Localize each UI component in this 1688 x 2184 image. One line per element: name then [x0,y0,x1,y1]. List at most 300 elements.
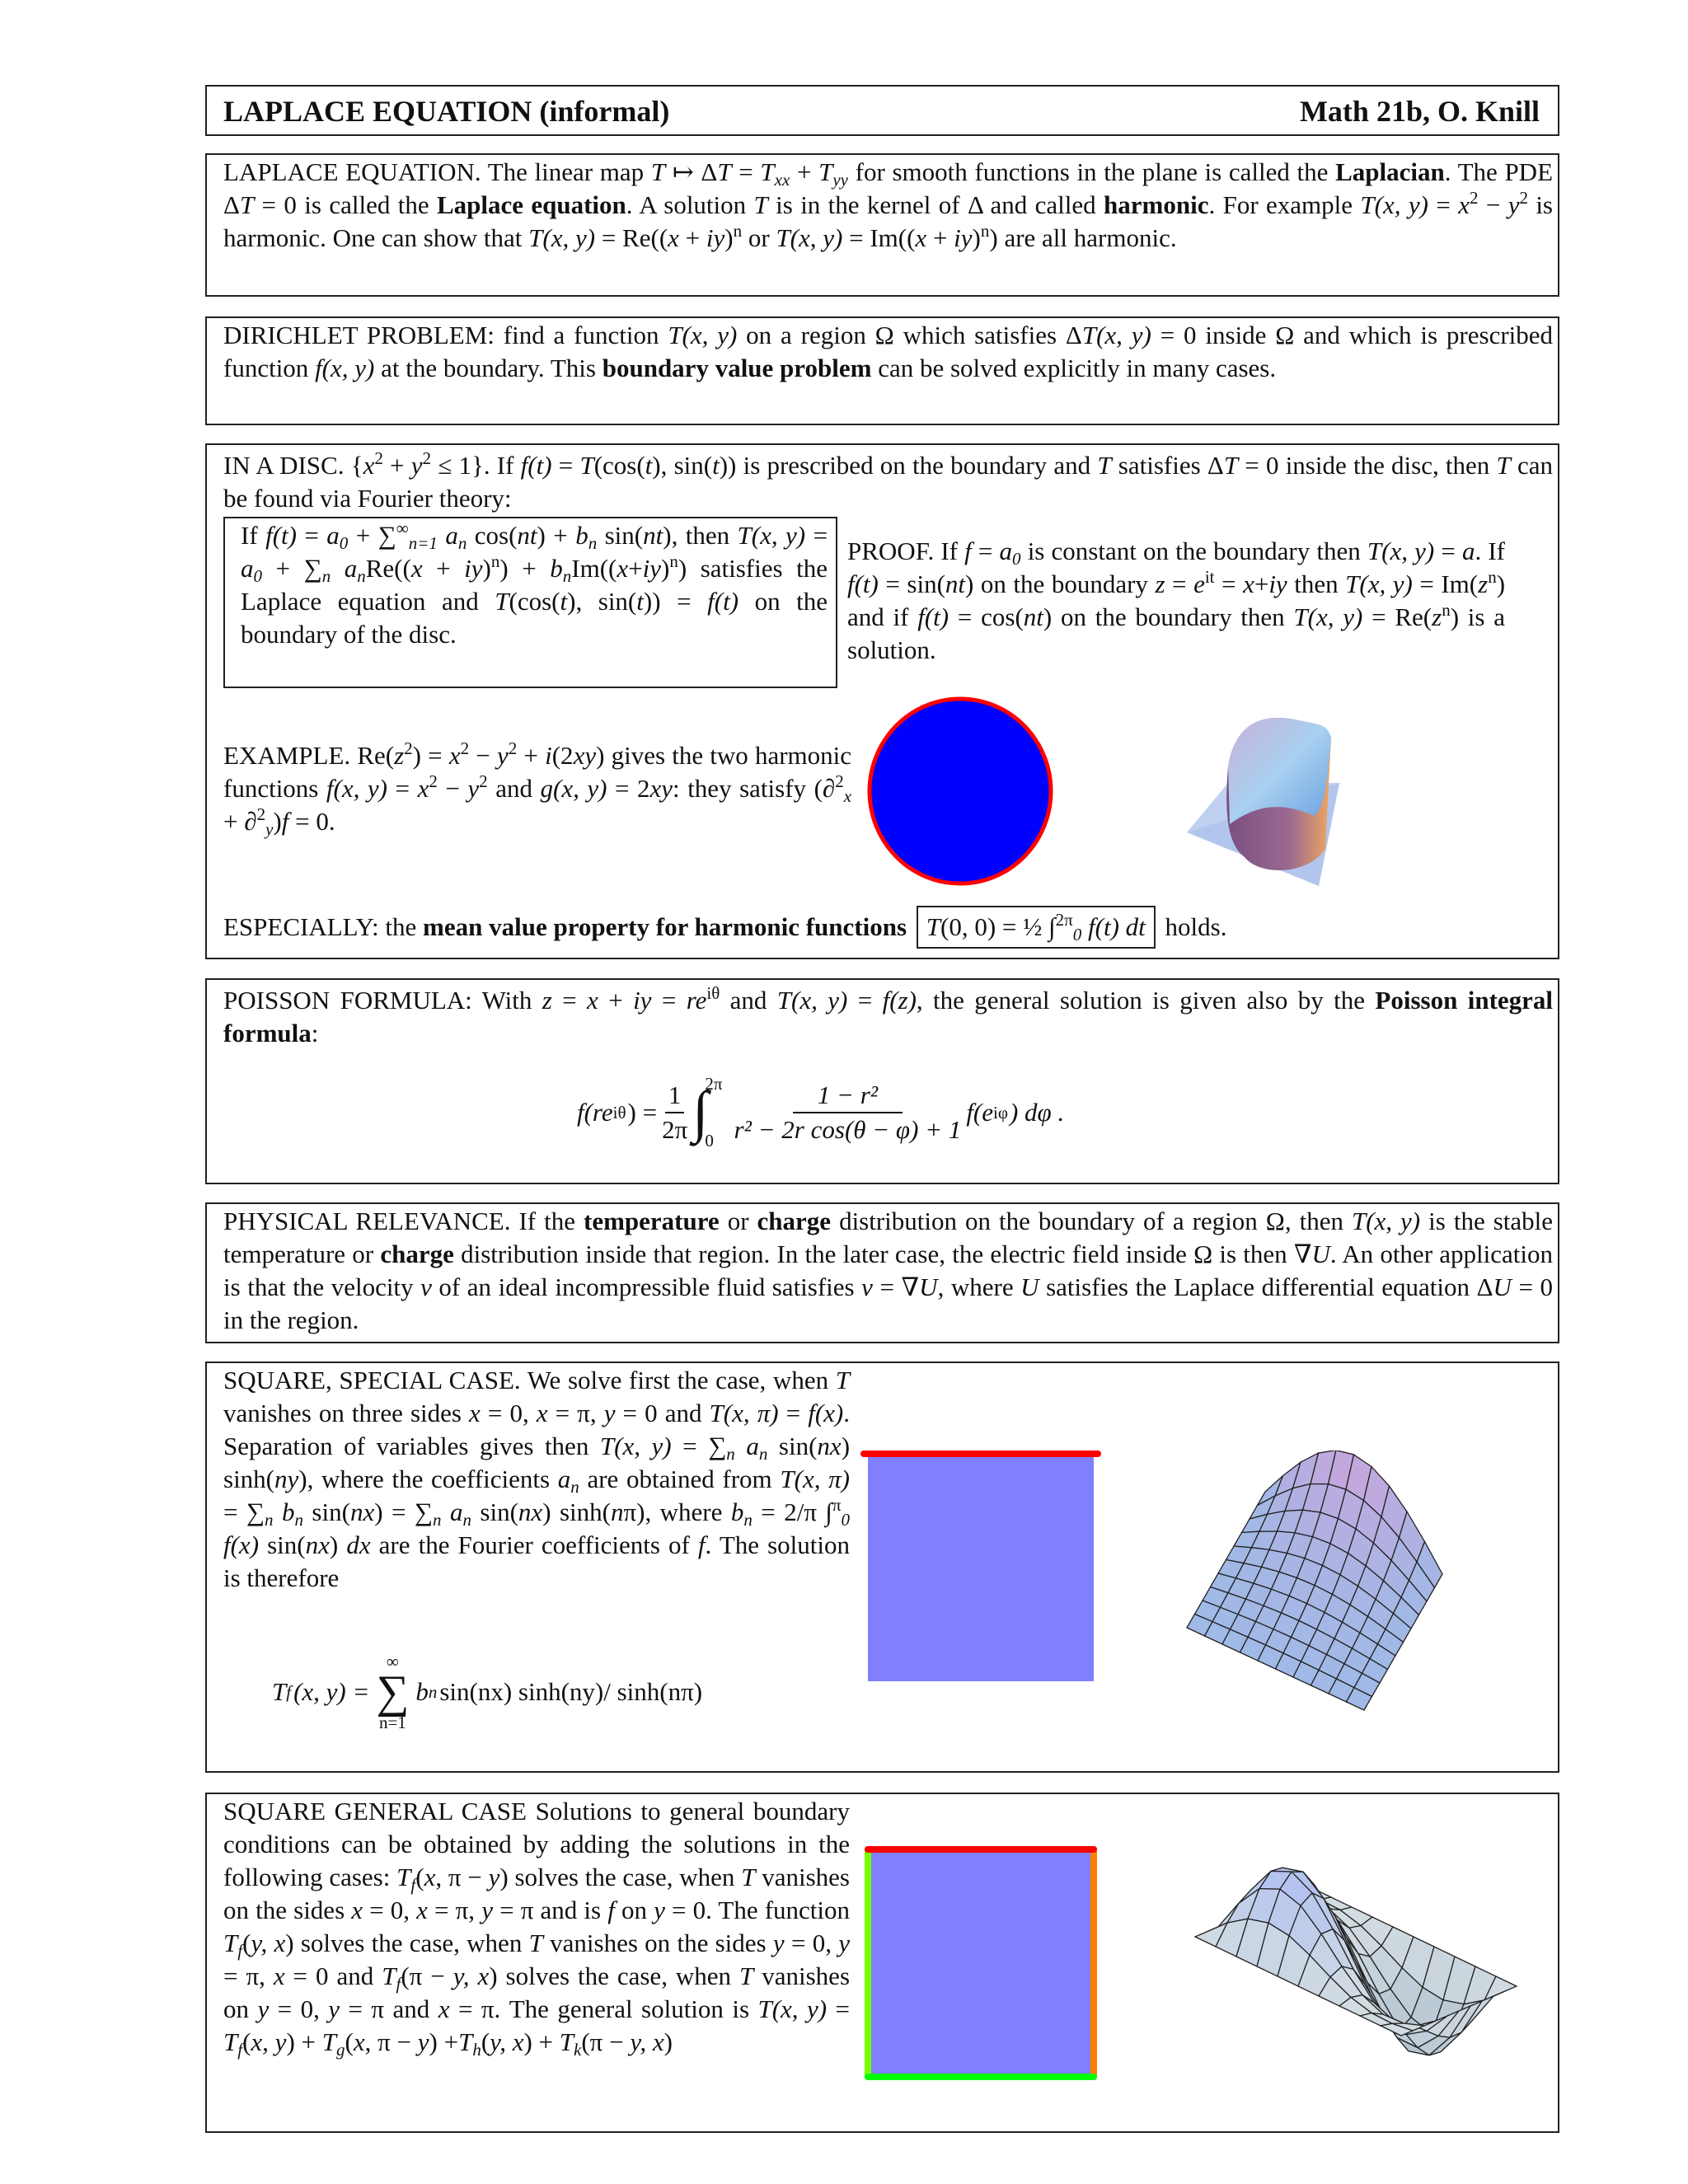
text-fragment: = [778,1399,809,1427]
text-fragment: ( [242,1929,251,1957]
math-fragment: v [861,1272,873,1301]
math-fragment: T(x, y) [776,223,843,252]
math-fragment: U [1493,1272,1512,1301]
math-fragment: x [448,741,461,770]
math-fragment: iθ [706,983,720,1003]
kernel-numerator: 1 − r² [793,1079,903,1113]
text-fragment: = [1428,190,1459,219]
math-fragment: n [562,566,572,586]
text-fragment [1081,912,1088,941]
math-fragment: f [237,1941,243,1961]
text-fragment: ) + [523,2027,560,2056]
math-fragment: T [528,1929,543,1957]
math-fragment: a [449,1497,463,1526]
text-fragment: is harmonic. One can show that [223,190,1554,252]
math-fragment: v [420,1272,432,1301]
math-fragment: n=1 [408,533,438,553]
page-header [205,85,1559,136]
math-fragment: f [410,1875,416,1895]
text-fragment: = [1214,569,1244,598]
formula-lhs: f(re [577,1098,613,1127]
text-fragment: = [651,986,687,1015]
text-fragment: + [1254,569,1269,598]
text-fragment: = 0, [363,1896,417,1924]
text-fragment: on a region Ω which satisfies Δ [737,321,1082,349]
math-fragment: T(x, y) [1360,190,1428,219]
math-fragment: n [733,221,743,241]
text-fragment: = 0, [784,1929,839,1957]
text-fragment: . For example [1208,190,1361,219]
bold-term: harmonic [1104,190,1209,219]
poisson-text [223,984,1553,1050]
text-fragment: POISSON FORMULA: With [223,986,542,1015]
math-fragment: f(z) [882,986,917,1015]
math-fragment: f(x, y) [326,774,387,803]
math-fragment: k [574,2040,582,2060]
text-fragment: . The PDE Δ [223,157,1554,219]
math-fragment: n [669,551,678,571]
text-fragment: ) solves the case, when [489,1961,740,1990]
math-fragment: g(x, y) [540,774,607,803]
text-fragment: − [1478,190,1508,219]
text-fragment: ( [415,1863,424,1891]
math-fragment: nt [1023,602,1043,631]
square-special-surface-plot [1179,1451,1451,1722]
math-fragment: T [1223,451,1239,480]
text-fragment: ), sin( [652,451,713,480]
text-fragment: EXAMPLE. Re( [223,741,395,770]
text-fragment: = Im( [1412,569,1479,598]
math-fragment: z [1478,569,1489,598]
sum-lower: n=1 [378,1713,406,1732]
math-fragment: n [321,566,331,586]
math-fragment: b [550,554,563,583]
math-fragment: U [1020,1272,1039,1301]
math-fragment: T(x, y) [1351,1207,1421,1235]
text-fragment: ) gives the two harmonic functions [223,741,852,803]
text-fragment: or [719,1207,757,1235]
math-fragment: f(t) [707,587,739,616]
bold-term: charge [757,1207,832,1235]
text-fragment: sin( [597,521,644,550]
text-fragment: and [720,986,777,1015]
math-fragment: x [363,451,375,480]
math-fragment: 2 [479,771,488,791]
math-fragment: t [560,587,568,616]
text-fragment: − [437,774,468,803]
text-fragment: sin( [767,1432,818,1460]
formula-rhs: sin(nx) sinh(ny)/ sinh(nπ) [439,1677,703,1706]
text-fragment: + [517,741,546,770]
math-fragment: f [396,1974,401,1994]
math-fragment: U [919,1272,938,1301]
text-fragment: , where [937,1272,1021,1301]
math-fragment: T [495,587,509,616]
text-fragment: LAPLACE EQUATION. The linear map [223,157,651,186]
solution-formula: T f (x, y) = ∞ ∑ n=1 b n sin(nx) sinh(ny)/ sinh(nπ) [272,1652,703,1732]
text-fragment: = π. The general solution is [449,1994,758,2023]
text-fragment: = π, [547,1399,604,1427]
math-fragment: y [417,2027,429,2056]
text-fragment: satisfies Δ [1111,451,1224,480]
sum-operator [376,1652,409,1732]
math-fragment: n [357,566,366,586]
math-fragment: i [545,741,552,770]
math-fragment: T(x, y) [528,223,596,252]
especially-text [223,912,907,941]
text-fragment: = Re( [1362,602,1432,631]
text-fragment: ) [663,2027,673,2056]
math-fragment: T [760,157,775,186]
example-text [223,739,851,838]
theorem-text [241,519,828,651]
text-fragment: + [678,223,706,252]
text-fragment: . The solution is therefore [223,1530,851,1592]
text-fragment: = 2 [607,774,650,803]
text-fragment: ) and if [847,569,1506,631]
text-fragment: = [1434,537,1462,565]
math-fragment: f(x) [808,1399,844,1427]
math-fragment: n [610,1497,624,1526]
text-fragment: DIRICHLET PROBLEM: find a function [223,321,668,349]
math-fragment: z [1432,602,1442,631]
sum-sign: ∑ [376,1666,410,1718]
text-fragment [274,1497,282,1526]
text-fragment: : [311,1019,319,1047]
text-fragment: ) + [286,2027,322,2056]
text-fragment: ) + [537,521,576,550]
text-fragment [438,521,445,550]
especially-line [223,906,1226,949]
text-fragment: + ∑ [262,554,322,583]
square-general-surface-plot [1179,1830,1525,2110]
text-fragment: = sin( [878,569,945,598]
text-fragment: Im(( [571,554,617,583]
text-fragment: at the boundary. This [374,354,603,382]
math-fragment: y, x [452,1961,490,1990]
text-fragment: , the general solution is given also by the [916,986,1376,1015]
denominator: 2π [662,1115,688,1144]
math-fragment: T [223,2027,238,2056]
text-fragment: cos( [467,521,518,550]
math-fragment: xy [649,774,673,803]
math-fragment: x [1458,190,1470,219]
text-fragment: . An other application is that the velocity [223,1240,1553,1301]
text-fragment: = ∇ [872,1272,920,1301]
math-fragment: 2 [422,448,432,468]
text-fragment: can be solved explicitly in many cases. [871,354,1277,382]
formula-lhs-args: (x, y) = [293,1677,370,1706]
math-fragment: x, y [251,2027,287,2056]
math-fragment: x [843,786,852,806]
text-fragment: = [551,986,588,1015]
text-fragment: (π − [401,1961,453,1990]
math-fragment: 0 [253,566,262,586]
math-fragment: T(x, π) [709,1399,779,1427]
text-fragment: ( [242,2027,251,2056]
text-fragment [735,1432,747,1460]
text-fragment: ) on the boundary then [1043,602,1294,631]
math-fragment: iy [1268,569,1287,598]
math-fragment: T(x, y) [1081,321,1151,349]
text-fragment: + ∂ [223,807,257,836]
math-fragment: nt [517,521,537,550]
disc-harmonic-surface-plot [1179,692,1393,890]
text-fragment: = 0, [480,1399,537,1427]
text-fragment: = 2/π ∫ [752,1497,832,1526]
text-fragment: on [614,1896,654,1924]
math-fragment: x [617,554,629,583]
math-fragment: T [382,1961,396,1990]
math-fragment: T [1496,451,1511,480]
text-fragment: PROOF. If [847,537,965,565]
math-fragment: n [726,1444,735,1464]
text-fragment: = π, [223,1961,274,1990]
math-fragment: 2 [1519,188,1528,208]
math-fragment: T [926,912,941,941]
text-fragment: + [382,451,411,480]
upper-limit: 2π [705,1074,723,1094]
text-fragment: ) = ∑ [374,1497,434,1526]
text-fragment: )) = [643,587,708,616]
math-fragment: iy [954,223,973,252]
text-fragment: (0, 0) = ½ ∫ [940,912,1056,941]
math-fragment: nt [945,569,966,598]
math-fragment: a [1461,537,1475,565]
text-fragment: = 0. [288,807,335,836]
text-fragment: is the stable temperature or [223,1207,1554,1268]
text-fragment: then [1287,569,1346,598]
math-fragment: y [488,1863,500,1891]
math-fragment: T [559,2027,574,2056]
text-fragment: ) [661,554,670,583]
text-fragment: = [387,774,418,803]
square-special-text [223,1364,850,1595]
math-fragment: xy [573,741,597,770]
text-fragment: + [598,986,634,1015]
text-fragment: of an ideal incompressible fluid satisfies [431,1272,862,1301]
math-fragment: f(t) [265,521,297,550]
text-fragment: SQUARE, SPECIAL CASE. We solve first the case, when [223,1366,836,1394]
laplace-equation-text [223,156,1553,255]
poisson-kernel [734,1079,962,1146]
math-fragment: T(x, π) [780,1465,850,1493]
math-fragment: x [417,774,429,803]
text-fragment: ) sinh( [542,1497,611,1526]
math-fragment: b [281,1497,295,1526]
text-fragment: = [805,521,828,550]
math-fragment: f [607,1896,615,1924]
proof-text [847,535,1505,667]
math-fragment: f(t) dt [1088,912,1146,941]
text-fragment: = 0 and [615,1399,710,1427]
math-fragment: nx [305,1530,330,1559]
text-fragment: ) [273,807,282,836]
text-fragment [442,1497,450,1526]
math-fragment: x [424,1863,436,1891]
text-fragment: ) [972,223,981,252]
math-fragment: f [964,537,972,565]
math-fragment: T [1097,451,1112,480]
text-fragment: ), sin( [567,587,637,616]
text-fragment: ( [481,2027,490,2056]
text-fragment: sin( [471,1497,518,1526]
text-fragment: If [241,521,266,550]
square-region [868,1454,1094,1681]
math-fragment: a [999,537,1013,565]
math-fragment: y [481,1896,493,1924]
text-fragment: + [628,554,643,583]
text-fragment: . Separation of variables gives then [223,1399,850,1460]
math-fragment: iy [633,986,652,1015]
text-fragment: , π − [435,1863,489,1891]
text-fragment: = 0 inside the disc, then [1238,451,1497,480]
math-fragment: y [603,1399,616,1427]
text-fragment: = 0 is called the [254,190,437,219]
math-fragment: n [294,1510,303,1530]
text-fragment: = 0 in the region. [223,1272,1553,1334]
math-fragment: it [1204,567,1215,587]
math-fragment: 2π [1055,910,1073,930]
text-fragment: = π and [340,1994,438,2023]
page-title: LAPLACE EQUATION (informal) [223,95,670,128]
text-fragment: − [469,741,497,770]
math-fragment: f(t) [520,451,552,480]
math-fragment: y, x [251,1929,286,1957]
math-fragment: n [457,533,467,553]
math-fragment: f [237,2040,243,2060]
text-fragment: = [1165,569,1194,598]
math-fragment: t [636,587,644,616]
text-fragment: ESPECIALLY: the [223,912,424,941]
math-fragment: T [458,2027,473,2056]
math-fragment: xx [774,170,790,190]
text-fragment: ), where the coefficients [298,1465,558,1493]
math-fragment: T(x, y) [757,1994,828,2023]
math-fragment: t [712,451,720,480]
math-fragment: b [575,521,588,550]
sum-upper: ∞ [386,1652,399,1671]
math-fragment: n [433,1510,442,1530]
text-fragment: for smooth functions in the plane is called the [848,157,1336,186]
bold-term: charge [380,1240,454,1268]
text-fragment: PHYSICAL RELEVANCE. If the [223,1207,584,1235]
text-fragment: ) solves the case, when [499,1863,742,1891]
math-fragment: f(t) [917,602,950,631]
text-fragment: + [422,554,465,583]
math-fragment: a [746,1432,759,1460]
math-fragment: 2 [835,771,844,791]
text-fragment: = cos( [949,602,1024,631]
math-fragment: 2 [429,771,438,791]
math-fragment: T(x, y) [1345,569,1413,598]
text-fragment: = 0. The function [664,1896,851,1924]
text-fragment: = π and is [492,1896,608,1924]
text-fragment: ) + [499,554,551,583]
math-fragment: a [326,521,340,550]
text-fragment: ) sinh( [223,1432,851,1493]
math-fragment: T [753,190,768,219]
math-fragment: ny [274,1465,299,1493]
text-fragment: = Re(( [595,223,668,252]
math-fragment: re [686,986,707,1015]
square-special-boundary-figure [857,1442,1104,1690]
text-fragment: holds. [1158,912,1227,941]
math-fragment: f [697,1530,706,1559]
math-fragment: x [353,2027,365,2056]
math-fragment: z [394,741,405,770]
text-fragment: ) [724,223,734,252]
math-fragment: 2 [460,738,470,758]
math-fragment: yy [832,170,848,190]
math-fragment: nx [518,1497,543,1526]
text-fragment: ) on the boundary [965,569,1156,598]
formula-lhs-close: ) = [627,1098,658,1127]
math-fragment: x [438,1994,450,2023]
poisson-formula: f(re iθ ) = $\frac{1}{2\pi}$ ∫ 2π 0 $\frac{\text{1 − r²}}{\text{r² − 2r cos(θ − φ) + 1}}$ f(e iφ ) dφ . [577,1074,1065,1151]
disc-region [870,699,1051,883]
text-fragment: = 0 and [284,1961,382,1990]
math-fragment: n [1442,600,1451,620]
disc-figure [857,692,1063,890]
math-fragment: 2 [404,738,413,758]
text-fragment: + [790,157,819,186]
math-fragment: π [832,1495,842,1515]
math-fragment: 0 [1012,549,1021,569]
text-fragment: distribution inside that region. In the later case, the electric field inside Ω is then ∇ [453,1240,1312,1268]
text-fragment: = [551,451,580,480]
math-fragment: x [273,1961,285,1990]
math-fragment: nx [817,1432,842,1460]
text-fragment: vanishes on three sides [223,1399,470,1427]
especially-post-text [1159,912,1227,941]
text-fragment: (cos( [593,451,645,480]
text-fragment: ( [345,2027,354,2056]
text-fragment: )) is prescribed on the boundary and [719,451,1098,480]
math-fragment: x [410,554,423,583]
math-fragment: x [351,1896,363,1924]
text-fragment: IN A DISC. { [223,451,363,480]
text-fragment: : they satisfy (∂ [673,774,836,803]
disc-intro-text [223,449,1553,515]
math-fragment: T(x, y) [737,521,806,550]
bold-term: Laplacian [1335,157,1445,186]
text-fragment: sin( [259,1530,306,1559]
math-fragment: z [542,986,552,1015]
math-fragment: T [835,1366,850,1394]
text-fragment: ), then [663,521,738,550]
math-fragment: a [557,1465,571,1493]
math-fragment: f(t) [847,569,879,598]
math-fragment: x [536,1399,548,1427]
text-fragment: + ∑ [348,521,396,550]
math-fragment: x [668,223,679,252]
math-fragment: T [579,451,594,480]
text-fragment: ) is a solution. [847,602,1505,664]
math-fragment: T(x, y) [668,321,738,349]
math-fragment: y [772,1929,785,1957]
math-fragment: y [265,819,274,839]
bold-term: temperature [584,1207,720,1235]
math-fragment: n [588,533,598,553]
math-fragment: y [467,774,480,803]
math-fragment: T(x, y) [599,1432,672,1460]
math-fragment: y [328,1994,340,2023]
math-fragment: f [281,807,289,836]
text-fragment: and [487,774,541,803]
math-fragment: 0 [339,533,349,553]
math-fragment: y [1507,190,1520,219]
